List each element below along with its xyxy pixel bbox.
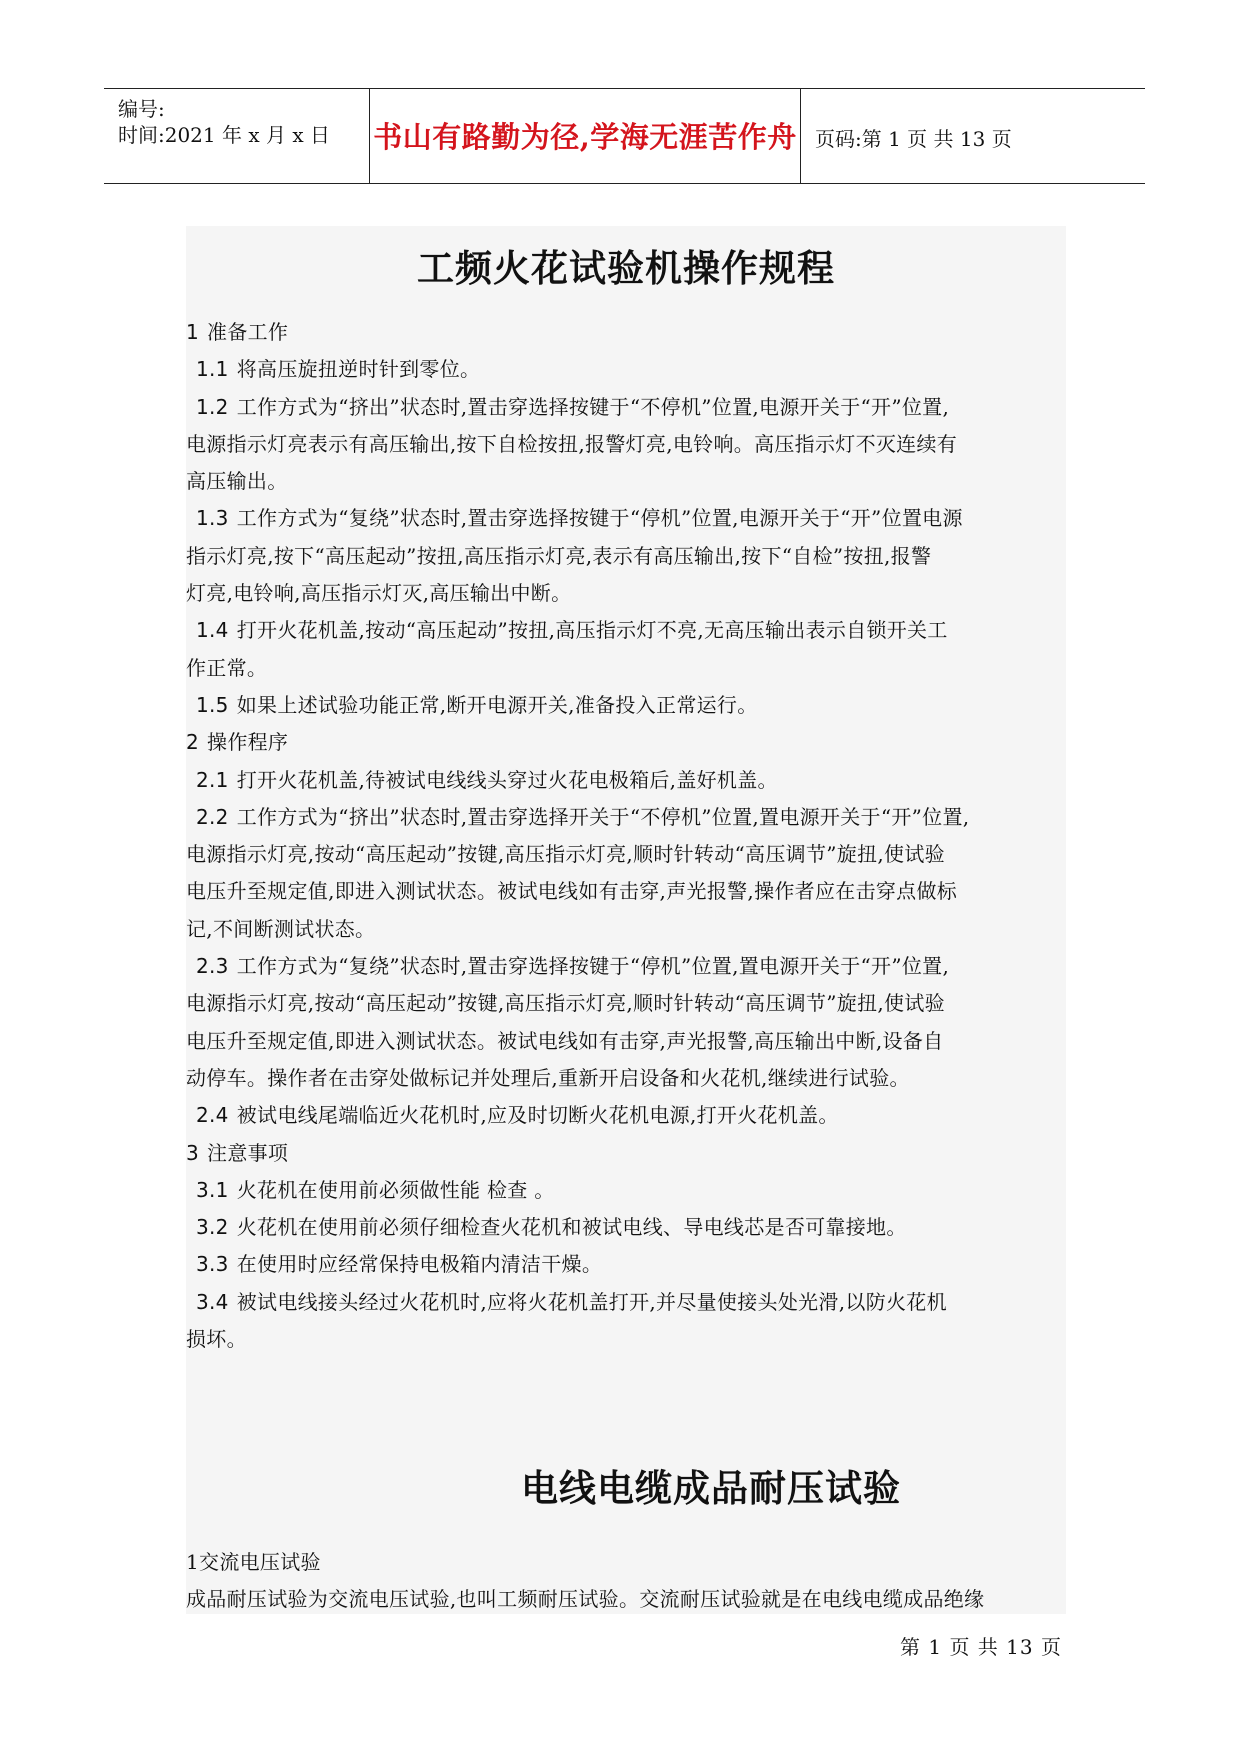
text-line	[186, 1097, 1066, 1134]
clause-text: 电源指示灯亮,按动“高压起动”按键,高压指示灯亮,顺时针转动“高压调节”旋扭,使试验	[186, 842, 945, 867]
clause-text: 操作程序	[207, 730, 289, 755]
clause-text: 工作方式为“复绕”状态时,置击穿选择按键于“停机”位置,电源开关于“开”位置电源	[236, 506, 963, 531]
clause-text: 作正常。	[186, 655, 268, 680]
page-header	[104, 88, 1145, 184]
header-motto: 书山有路勤为径,学海无涯苦作舟	[373, 120, 797, 154]
section-lines	[186, 314, 1066, 1358]
clause-text: 如果上述试验功能正常,断开电源开关,准备投入正常运行。	[236, 692, 758, 717]
clause-number: 3.2	[196, 1215, 229, 1240]
text-line	[186, 799, 1066, 836]
text-line	[186, 1246, 1066, 1283]
clause-text: 高压输出。	[186, 469, 288, 494]
header-motto-cell	[369, 89, 801, 183]
text-line	[186, 948, 1066, 985]
text-line	[186, 1284, 1066, 1321]
text-line	[186, 1023, 1066, 1060]
clause-text: 电压升至规定值,即进入测试状态。被试电线如有击穿,声光报警,高压输出中断,设备自	[186, 1028, 944, 1053]
clause-text: 在使用时应经常保持电极箱内清洁干燥。	[236, 1252, 603, 1277]
clause-number: 2	[186, 730, 200, 755]
clause-text: 准备工作	[207, 320, 289, 344]
clause-text: 被试电线尾端临近火花机时,应及时切断火花机电源,打开火花机盖。	[236, 1103, 839, 1128]
text-line	[186, 314, 1066, 351]
text-line	[186, 426, 1066, 463]
text-line	[186, 500, 1066, 537]
clause-text: 灯亮,电铃响,高压指示灯灭,高压输出中断。	[186, 581, 572, 606]
clause-number: 3.3	[196, 1252, 229, 1277]
section-title-2: 电线电缆成品耐压试验	[521, 1466, 901, 1510]
clause-number: 3.1	[196, 1177, 229, 1202]
clause-text: 将高压旋扭逆时针到零位。	[236, 357, 481, 382]
clause-text: 电源指示灯亮,按动“高压起动”按键,高压指示灯亮,顺时针转动“高压调节”旋扭,使试验	[186, 991, 945, 1016]
text-line	[186, 538, 1066, 575]
text-line	[186, 1060, 1066, 1097]
header-left-cell	[104, 89, 369, 183]
clause-text: 火花机在使用前必须做性能 检查 。	[236, 1177, 555, 1202]
clause-text: 注意事项	[207, 1140, 289, 1165]
clause-text: 打开火花机盖,按动“高压起动”按扭,高压指示灯不亮,无高压输出表示自锁开关工	[236, 618, 948, 643]
page-footer: 第 1 页 共 13 页	[900, 1635, 1062, 1659]
clause-number: 1.1	[196, 357, 229, 382]
clause-text: 打开火花机盖,待被试电线线头穿过火花电极箱后,盖好机盖。	[236, 767, 778, 792]
clause-number: 2.2	[196, 804, 229, 829]
clause-text: 工作方式为“复绕”状态时,置击穿选择按键于“停机”位置,置电源开关于“开”位置,	[236, 954, 950, 979]
clause-text: 火花机在使用前必须仔细检查火花机和被试电线、导电线芯是否可靠接地。	[236, 1215, 907, 1240]
text-line	[186, 687, 1066, 724]
text-line: 成品耐压试验为交流电压试验,也叫工频耐压试验。交流耐压试验就是在电线电缆成品绝缘	[186, 1587, 985, 1612]
doc-time-label: 时间:2021 年 x 月 x 日	[118, 123, 330, 147]
text-line	[186, 1321, 1066, 1358]
text-line: 1交流电压试验	[186, 1550, 321, 1574]
text-line	[186, 1172, 1066, 1209]
text-line	[186, 389, 1066, 426]
clause-text: 电压升至规定值,即进入测试状态。被试电线如有击穿,声光报警,操作者应在击穿点做标	[186, 879, 958, 904]
header-right-cell	[801, 89, 1145, 183]
document-body	[186, 226, 1066, 1614]
clause-text: 指示灯亮,按下“高压起动”按扭,高压指示灯亮,表示有高压输出,按下“自检”按扭,报警	[186, 543, 932, 568]
clause-text: 记,不间断测试状态。	[186, 916, 376, 941]
clause-text: 工作方式为“挤出”状态时,置击穿选择开关于“不停机”位置,置电源开关于“开”位置,	[236, 804, 970, 829]
clause-number: 3	[186, 1140, 200, 1165]
text-line	[186, 612, 1066, 649]
document-title: 工频火花试验机操作规程	[417, 246, 835, 290]
clause-text: 动停车。操作者在击穿处做标记并处理后,重新开启设备和火花机,继续进行试验。	[186, 1065, 910, 1090]
text-line	[186, 575, 1066, 612]
text-line	[186, 873, 1066, 910]
text-line	[186, 650, 1066, 687]
clause-number: 2.4	[196, 1103, 229, 1128]
text-line	[186, 985, 1066, 1022]
text-line	[186, 1135, 1066, 1172]
text-line	[186, 351, 1066, 388]
text-line	[186, 463, 1066, 500]
text-line	[186, 724, 1066, 761]
header-page-number: 页码:第 1 页 共 13 页	[815, 127, 1012, 151]
text-line	[186, 1209, 1066, 1246]
section-2-lines	[186, 1544, 1066, 1619]
clause-number: 1.3	[196, 506, 229, 531]
clause-text: 工作方式为“挤出”状态时,置击穿选择按键于“不停机”位置,电源开关于“开”位置,	[236, 394, 950, 419]
clause-number: 1.2	[196, 394, 229, 419]
clause-number: 1	[186, 320, 200, 344]
clause-number: 1.4	[196, 618, 229, 643]
clause-text: 电源指示灯亮表示有高压输出,按下自检按扭,报警灯亮,电铃响。高压指示灯不灭连续有	[186, 431, 958, 456]
clause-text: 被试电线接头经过火花机时,应将火花机盖打开,并尽量使接头处光滑,以防火花机	[236, 1289, 947, 1314]
clause-number: 1.5	[196, 692, 229, 717]
doc-number-label: 编号:	[118, 97, 165, 121]
clause-number: 3.4	[196, 1289, 229, 1314]
text-line	[186, 762, 1066, 799]
clause-number: 2.3	[196, 954, 229, 979]
clause-text: 损坏。	[186, 1327, 247, 1352]
text-line	[186, 911, 1066, 948]
text-line	[186, 836, 1066, 873]
clause-number: 2.1	[196, 767, 229, 792]
